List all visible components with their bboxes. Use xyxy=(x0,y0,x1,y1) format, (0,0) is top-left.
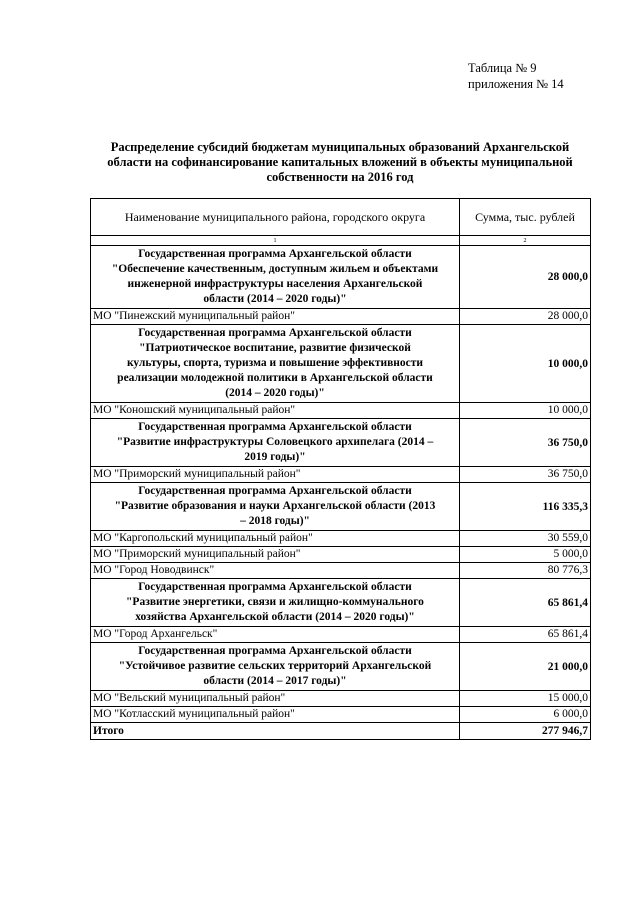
title-line: Распределение субсидий бюджетам муниципальных образований Архангельской xyxy=(110,140,570,154)
municipality-sum: 30 559,0 xyxy=(460,531,591,547)
municipality-sum: 80 776,3 xyxy=(460,563,591,579)
municipality-row xyxy=(91,547,591,563)
table-number: Таблица № 9 xyxy=(468,61,537,75)
program-name-line: Государственная программа Архангельской области xyxy=(138,248,412,260)
program-sum: 28 000,0 xyxy=(460,246,591,309)
program-name-line: "Обеспечение качественным, доступным жильем и объектами xyxy=(111,263,439,275)
program-sum: 36 750,0 xyxy=(460,419,591,467)
program-name-line: 2019 годы)" xyxy=(244,451,306,463)
municipality-row xyxy=(91,467,591,483)
municipality-name: МО "Город Архангельск" xyxy=(91,627,460,643)
program-name-line: области (2014 – 2020 годы)" xyxy=(203,293,347,305)
program-name-line: "Патриотическое воспитание, развитие физической xyxy=(139,342,411,354)
municipality-sum: 28 000,0 xyxy=(460,309,591,325)
municipality-sum: 15 000,0 xyxy=(460,691,591,707)
program-sum: 21 000,0 xyxy=(460,643,591,691)
municipality-name: МО "Коношский муниципальный район" xyxy=(91,403,460,419)
program-name-line: "Устойчивое развитие сельских территорий Архангельской xyxy=(118,660,432,672)
program-name xyxy=(91,579,460,627)
program-name xyxy=(91,325,460,403)
program-name-line: хозяйства Архангельской области (2014 – 2020 годы)" xyxy=(135,611,415,623)
program-name xyxy=(91,483,460,531)
appendix-number: приложения № 14 xyxy=(468,77,564,91)
subsidy-table xyxy=(90,198,591,740)
title-line: области на софинансирование капитальных вложений в объекты муниципальной xyxy=(107,155,573,169)
program-name xyxy=(91,643,460,691)
municipality-row xyxy=(91,563,591,579)
program-name-line: Государственная программа Архангельской области xyxy=(138,327,412,339)
program-name-line: культуры, спорта, туризма и повышение эффективности xyxy=(126,357,424,369)
municipality-row xyxy=(91,627,591,643)
municipality-sum: 65 861,4 xyxy=(460,627,591,643)
table-reference xyxy=(468,60,564,92)
program-name-line: Государственная программа Архангельской области xyxy=(138,581,412,593)
total-label: Итого xyxy=(91,723,460,740)
program-name-line: – 2018 годы)" xyxy=(240,515,310,527)
program-row xyxy=(91,246,591,309)
index-row xyxy=(91,236,591,246)
program-name-line: реализации молодежной политики в Архангельской области xyxy=(117,372,433,384)
program-row xyxy=(91,643,591,691)
municipality-row xyxy=(91,691,591,707)
program-name-line: Государственная программа Архангельской области xyxy=(138,485,412,497)
municipality-row xyxy=(91,403,591,419)
municipality-name: МО "Котласский муниципальный район" xyxy=(91,707,460,723)
municipality-row xyxy=(91,707,591,723)
program-name-line: "Развитие образования и науки Архангельской области (2013 xyxy=(114,500,436,512)
municipality-name: МО "Вельский муниципальный район" xyxy=(91,691,460,707)
program-name-line: области (2014 – 2017 годы)" xyxy=(203,675,347,687)
program-row xyxy=(91,325,591,403)
column-header-sum: Сумма, тыс. рублей xyxy=(460,199,591,236)
program-name xyxy=(91,246,460,309)
program-sum: 116 335,3 xyxy=(460,483,591,531)
municipality-sum: 5 000,0 xyxy=(460,547,591,563)
total-row xyxy=(91,723,591,740)
municipality-name: МО "Приморский муниципальный район" xyxy=(91,547,460,563)
column-header-name: Наименование муниципального района, городского округа xyxy=(91,199,460,236)
municipality-row xyxy=(91,531,591,547)
program-row xyxy=(91,419,591,467)
document-title xyxy=(90,140,590,185)
column-index: 1 xyxy=(91,236,460,246)
program-sum: 10 000,0 xyxy=(460,325,591,403)
municipality-sum: 6 000,0 xyxy=(460,707,591,723)
municipality-sum: 10 000,0 xyxy=(460,403,591,419)
municipality-name: МО "Город Новодвинск" xyxy=(91,563,460,579)
total-sum: 277 946,7 xyxy=(460,723,591,740)
program-name-line: Государственная программа Архангельской области xyxy=(138,421,412,433)
program-row xyxy=(91,579,591,627)
municipality-row xyxy=(91,309,591,325)
municipality-name: МО "Пинежский муниципальный район" xyxy=(91,309,460,325)
municipality-sum: 36 750,0 xyxy=(460,467,591,483)
program-sum: 65 861,4 xyxy=(460,579,591,627)
table-body xyxy=(91,246,591,723)
program-name-line: "Развитие энергетики, связи и жилищно-коммунального xyxy=(126,596,424,608)
program-name-line: (2014 – 2020 годы)" xyxy=(225,387,325,399)
title-line: собственности на 2016 год xyxy=(266,170,414,184)
column-index: 2 xyxy=(460,236,591,246)
program-name-line: "Развитие инфраструктуры Соловецкого архипелага (2014 – xyxy=(116,436,434,448)
municipality-name: МО "Каргопольский муниципальный район" xyxy=(91,531,460,547)
program-name xyxy=(91,419,460,467)
municipality-name: МО "Приморский муниципальный район" xyxy=(91,467,460,483)
program-row xyxy=(91,483,591,531)
header-row xyxy=(91,199,591,236)
program-name-line: инженерной инфраструктуры населения Архангельской xyxy=(127,278,423,290)
program-name-line: Государственная программа Архангельской области xyxy=(138,645,412,657)
